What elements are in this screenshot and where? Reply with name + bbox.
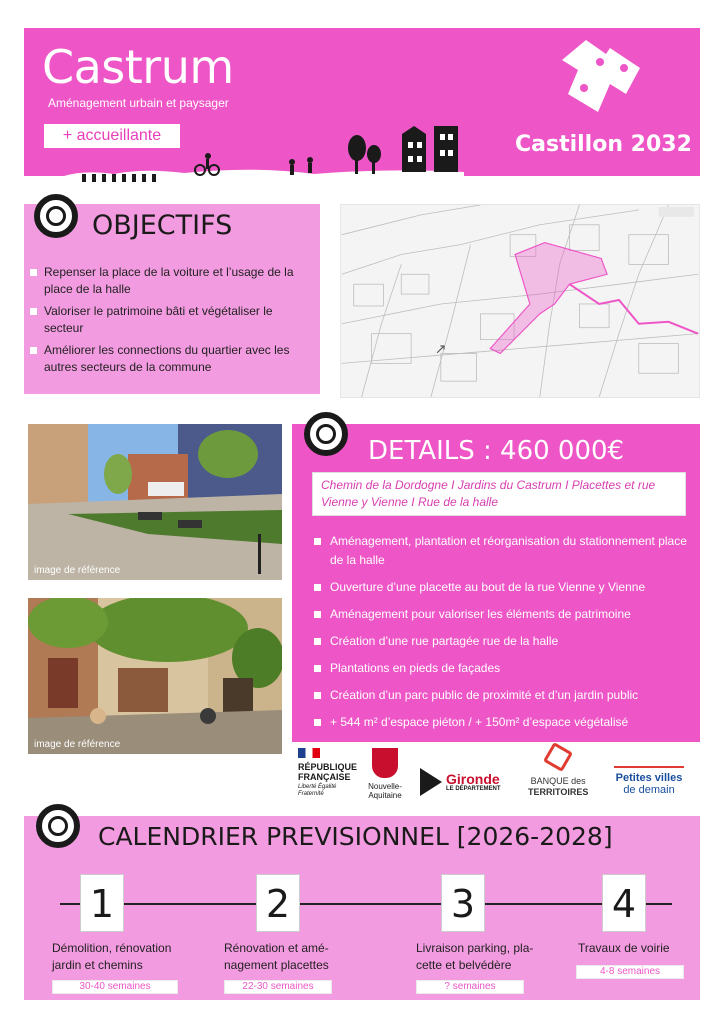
list-item: + 544 m² d’espace piéton / + 150m² d’espace végétalisé (314, 713, 694, 732)
partner-republique-francaise (298, 748, 357, 798)
timeline-line (60, 903, 672, 905)
partner-label: LE DÉPARTEMENT (446, 786, 501, 792)
partner-label: BANQUE des (530, 776, 586, 786)
partner-label: TERRITOIRES (528, 787, 589, 797)
region-crest-icon (372, 748, 398, 778)
step-label: Travaux de voirie (578, 941, 670, 955)
partner-label: Gironde (446, 771, 500, 787)
list-item: Valoriser le patrimoine bâti et végétaliser le secteur (30, 303, 312, 337)
hexagon-logo-icon (543, 742, 573, 772)
partner-petites-villes-de-demain (614, 752, 684, 796)
step-number: 2 (256, 874, 300, 932)
partner-label: RÉPUBLIQUE (298, 762, 358, 772)
reference-photo-street (28, 598, 282, 754)
partner-label: de demain (623, 784, 675, 796)
castle-logo-icon (554, 40, 654, 120)
step-number: 3 (441, 874, 485, 932)
town-outline-icon (614, 752, 684, 768)
step-duration: 4-8 semaines (576, 965, 684, 979)
target-icon (304, 412, 348, 456)
page-title: Castrum (42, 40, 234, 94)
details-locations: Chemin de la Dordogne I Jardins du Castrum I Placettes et rue Vienne y Vienne I Rue de la halle (312, 472, 686, 516)
gironde-logo-icon (420, 768, 442, 796)
list-item: Aménagement, plantation et réorganisation du stationnement place de la halle (314, 532, 694, 570)
target-icon (36, 804, 80, 848)
step-number: 4 (602, 874, 646, 932)
partner-label: FRANÇAISE (298, 772, 351, 782)
page-subtitle: Aménagement urbain et paysager (48, 96, 229, 110)
reference-photo-square (28, 424, 282, 580)
step-duration: ? semaines (416, 980, 524, 994)
details-title: DETAILS : 460 000€ (368, 436, 625, 466)
list-item: Plantations en pieds de façades (314, 659, 694, 678)
partner-label: Petites villes (615, 772, 683, 784)
step-number: 1 (80, 874, 124, 932)
partner-label: Liberté Égalité Fraternité (298, 784, 337, 797)
partner-gironde (420, 768, 501, 796)
photo-caption: image de référence (34, 565, 121, 576)
list-item: Création d’une rue partagée rue de la halle (314, 632, 694, 651)
list-item: Création d’un parc public de proximité et d’un jardin public (314, 686, 694, 705)
objectifs-title: OBJECTIFS (92, 210, 233, 241)
objectifs-list (30, 264, 312, 381)
skyline-illustration (24, 120, 700, 184)
step-label: Démolition, rénovation jardin et chemins (52, 941, 172, 972)
project-label: Castillon 2032 (515, 132, 692, 157)
calendrier-title: CALENDRIER PREVISIONNEL [2026-2028] (98, 822, 613, 851)
photo-caption: image de référence (34, 739, 121, 750)
step-label: Rénovation et amé- nagement placettes (224, 941, 329, 972)
tag-badge: + accueillante (44, 124, 180, 148)
target-icon (34, 194, 78, 238)
flag-icon (298, 748, 320, 758)
step-label: Livraison parking, pla- cette et belvédère (416, 941, 534, 972)
list-item: Ouverture d’une placette au bout de la rue Vienne y Vienne (314, 578, 694, 597)
step-duration: 22-30 semaines (224, 980, 332, 994)
step-duration: 30-40 semaines (52, 980, 178, 994)
details-list (314, 532, 694, 740)
list-item: Aménagement pour valoriser les éléments de patrimoine (314, 605, 694, 624)
site-map (340, 204, 700, 398)
list-item: Repenser la place de la voiture et l’usage de la place de la halle (30, 264, 312, 298)
list-item: Améliorer les connections du quartier avec les autres secteurs de la commune (30, 342, 312, 376)
partner-nouvelle-aquitaine (364, 748, 406, 800)
partner-label: Nouvelle-Aquitaine (368, 782, 402, 800)
svg-text:↗: ↗ (434, 341, 447, 358)
partner-banque-des-territoires (528, 746, 588, 798)
